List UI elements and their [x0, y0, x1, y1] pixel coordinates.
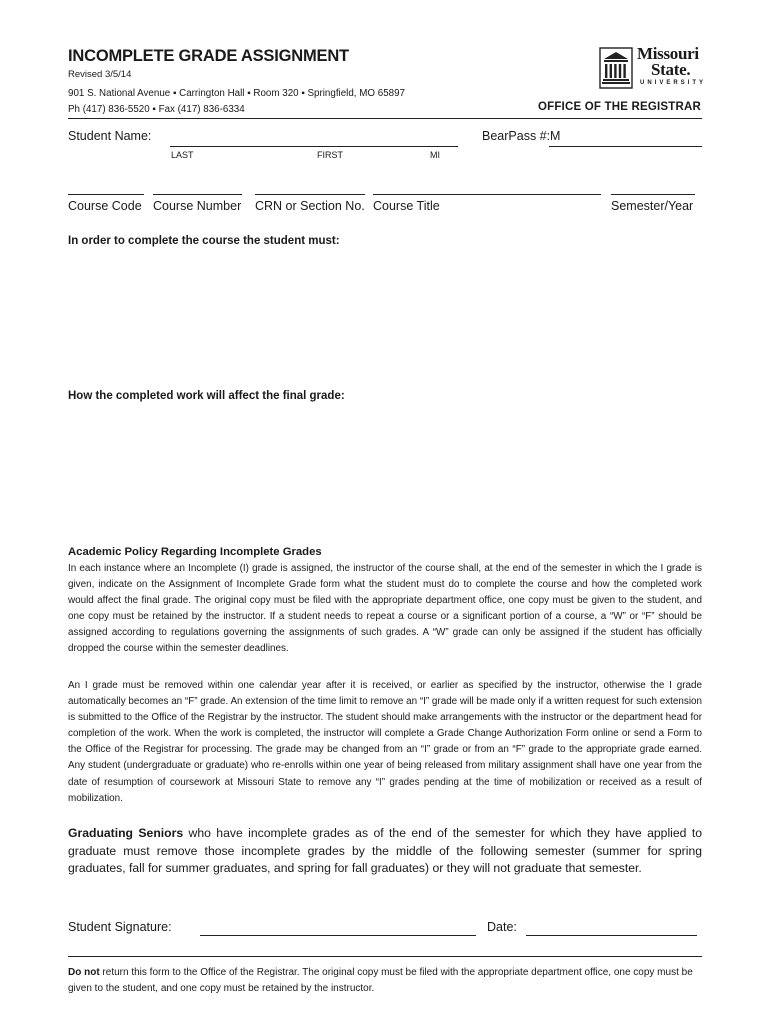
footer-return-warning: return this form to the Office of the Registrar.: [99, 967, 300, 978]
graduating-seniors-paragraph: [68, 825, 702, 878]
crn-section-field[interactable]: [255, 194, 365, 195]
student-signature-field[interactable]: [200, 935, 476, 936]
graduating-seniors-label: Graduating Seniors: [68, 826, 184, 840]
footer-do-not: Do not: [68, 967, 100, 978]
logo-wordmark-university: UNIVERSITY: [640, 80, 707, 86]
footer-distribution-text: The original copy must be filed with the appropriate department office, one copy must be given to the student, and one copy must be retained by the instructor.: [68, 967, 693, 994]
logo-wordmark-state: State.: [651, 60, 691, 79]
office-address: 901 S. National Avenue ▪ Carrington Hall ▪ Room 320 ▪ Springfield, MO 65897: [68, 88, 405, 99]
semester-year-field[interactable]: [611, 194, 695, 195]
course-title-field[interactable]: [373, 194, 601, 195]
footer-note: [68, 965, 702, 997]
middle-initial-caption: MI: [430, 150, 440, 160]
grade-effect-heading: How the completed work will affect the final grade:: [68, 390, 345, 402]
policy-paragraph-2: An I grade must be removed within one calendar year after it is received, or earlier as specified by the instructor, otherwise the I grade automatically becomes an “F” grade. An extension of the time limit to remove an “I” grade will be made only if a written request for such extension is submitted to the Office of the Registrar by the instructor. The student should make arrangements with the instructor or the department head for completion of the work. When the work is completed, the instructor will complete a Grade Change Authorization Form online or send a Form to the Office of the Registrar for processing. The grade may be changed from an “I” grade or from an “F” grade to the appropriate grade earned. Any student (undergraduate or graduate) who re-enrolls within one year of being released from military assignment shall have one year from the date of resumption of coursework at Missouri State to remove any “I” grades pending at the time of mobilization or received as a result of mobilization.: [68, 680, 702, 804]
policy-paragraph-1: In each instance where an Incomplete (I) grade is assigned, the instructor of the course shall, at the end of the semester in which the I grade is given, indicate on the Assignment of Incomplete Grade form what the student must do to complete the course and how the completed work would affect the final grade. The original copy must be filed with the appropriate department office, one copy must be given to the student, and one copy must be retained by the instructor. If a student needs to repeat a course or a significant portion of a course, a “W” or “F” should be assigned according to regulations governing the assignments of such grades. A “W” grade can only be assigned if the student has officially dropped the course within the semester deadlines.: [68, 563, 702, 655]
graduating-seniors-text: who have incomplete grades as of the end of the semester for which they have applied to graduate must remove those incomplete grades by the middle of the following semester (summer for spring graduates, fall for summer graduates, and spring for fall graduates) or they will not graduate that semester.: [68, 826, 703, 876]
complete-requirements-area[interactable]: [68, 254, 702, 382]
semester-year-label: Semester/Year: [611, 199, 694, 213]
bearpass-label: BearPass #:: [482, 129, 551, 143]
bearpass-prefix: M: [550, 129, 561, 143]
grade-effect-area[interactable]: [68, 409, 702, 539]
student-name-field[interactable]: [170, 146, 458, 147]
last-name-caption: LAST: [171, 150, 194, 160]
university-seal-icon: [599, 47, 633, 89]
course-title-label: Course Title: [373, 199, 440, 213]
university-logo: [599, 44, 707, 91]
date-field[interactable]: [526, 935, 697, 936]
header-divider: [68, 118, 702, 119]
course-number-label: Course Number: [153, 199, 242, 213]
office-name: OFFICE OF THE REGISTRAR: [537, 101, 701, 113]
complete-requirements-heading: In order to complete the course the student must:: [68, 235, 340, 247]
student-signature-label: Student Signature:: [68, 920, 172, 934]
bearpass-field[interactable]: [549, 146, 702, 147]
first-name-caption: FIRST: [317, 150, 343, 160]
office-phone-fax: Ph (417) 836-5520 ▪ Fax (417) 836-6334: [68, 104, 245, 115]
policy-heading: Academic Policy Regarding Incomplete Grades: [68, 546, 322, 558]
revision-date: Revised 3/5/14: [68, 69, 132, 80]
logo-wordmark-missouri: Missouri: [637, 44, 699, 63]
course-code-field[interactable]: [68, 194, 144, 195]
form-title: INCOMPLETE GRADE ASSIGNMENT: [68, 47, 349, 65]
crn-section-label: CRN or Section No.: [255, 199, 365, 213]
course-number-field[interactable]: [153, 194, 242, 195]
course-code-label: Course Code: [68, 199, 142, 213]
footer-divider: [68, 956, 702, 957]
student-name-label: Student Name:: [68, 129, 152, 143]
date-label: Date:: [487, 920, 517, 934]
